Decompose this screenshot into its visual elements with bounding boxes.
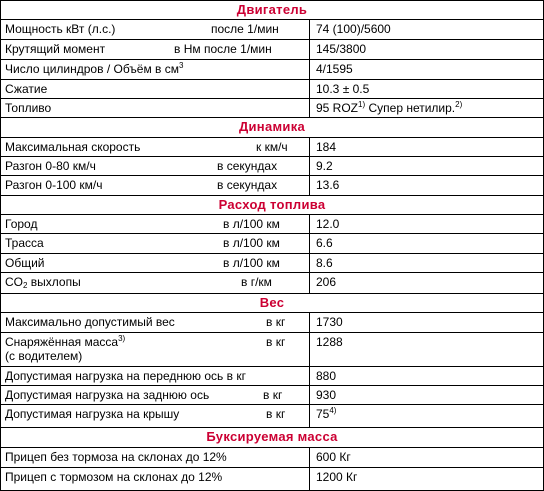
- table-row-compression: [1, 80, 543, 99]
- city-label: Город: [5, 217, 38, 231]
- max-weight-unit: в кг: [266, 315, 286, 329]
- curb-weight-label-wrap: [5, 335, 125, 349]
- accel-100-unit: в секундах: [217, 178, 278, 192]
- front-axle-value: 880: [316, 369, 337, 383]
- unbraked-label: Прицеп без тормоза на склонах до 12%: [5, 450, 227, 464]
- section-consumption-title-text: Расход топлива: [218, 197, 326, 212]
- accel-100-label: Разгон 0-100 км/ч: [5, 178, 103, 192]
- rear-axle-unit: в кг: [263, 388, 283, 402]
- power-value: 74 (100)/5600: [316, 22, 391, 36]
- city-value: 12.0: [316, 217, 340, 231]
- accel-100-value: 13.6: [316, 178, 340, 192]
- co2-label-post: выхлопы: [27, 275, 81, 289]
- city-unit: в л/100 км: [223, 217, 280, 231]
- fuel-value-sup1: 1): [358, 100, 366, 109]
- roof-value: 75: [316, 407, 330, 421]
- label-cell: [1, 99, 310, 117]
- table-row-city: [1, 215, 543, 234]
- power-label: Мощность кВт (л.с.): [5, 22, 116, 36]
- label-cell: [1, 215, 310, 233]
- rear-axle-value: 930: [316, 388, 337, 402]
- max-weight-label: Максимально допустимый вес: [5, 315, 175, 329]
- compression-value: 10.3 ± 0.5: [316, 82, 370, 96]
- cylinders-label-sup: 3: [179, 61, 184, 70]
- combined-value: 8.6: [316, 256, 333, 270]
- roof-unit: в кг: [266, 407, 286, 421]
- compression-label: Сжатие: [5, 82, 48, 96]
- label-cell: [1, 254, 310, 272]
- curb-weight-value: 1288: [316, 335, 343, 349]
- table-row-max-weight: [1, 313, 543, 333]
- power-unit: после 1/мин: [211, 22, 279, 36]
- fuel-value: 95 ROZ: [316, 101, 359, 115]
- co2-label-pre: CO: [5, 275, 23, 289]
- rear-axle-label: Допустимая нагрузка на заднюю ось: [5, 388, 210, 402]
- top-speed-value: 184: [316, 140, 337, 154]
- braked-value: 1200 Кг: [316, 470, 358, 484]
- torque-value: 145/3800: [316, 42, 367, 56]
- accel-80-value: 9.2: [316, 159, 333, 173]
- curb-weight-label-line2: (с водителем): [5, 349, 83, 363]
- fuel-value-rest: Супер нетилир.: [365, 101, 456, 115]
- table-row-roof: [1, 405, 543, 428]
- max-weight-value: 1730: [316, 315, 343, 329]
- top-speed-label: Максимальная скорость: [5, 140, 141, 154]
- label-cell: [1, 80, 310, 98]
- fuel-value-wrap: [316, 101, 462, 115]
- label-cell: [1, 176, 310, 195]
- accel-80-unit: в секундах: [217, 159, 278, 173]
- curb-weight-label: Снаряжённая масса: [5, 335, 119, 349]
- torque-label: Крутящий момент: [5, 42, 106, 56]
- table-row-power: [1, 20, 543, 40]
- top-speed-unit: к км/ч: [256, 140, 288, 154]
- label-cell: [1, 273, 310, 293]
- label-cell: [1, 367, 310, 385]
- co2-label-wrap: [5, 275, 81, 289]
- label-cell: [1, 386, 310, 404]
- curb-weight-unit: в кг: [266, 335, 286, 349]
- roof-value-wrap: [316, 407, 336, 421]
- label-cell: [1, 313, 310, 332]
- table-row-unbraked: [1, 448, 543, 468]
- label-cell: [1, 234, 310, 253]
- combined-label: Общий: [5, 256, 45, 270]
- table-row-braked: [1, 468, 543, 490]
- table-row-co2: [1, 273, 543, 294]
- co2-label-sub: 2: [23, 281, 28, 290]
- table-row-cylinders: [1, 60, 543, 80]
- label-cell: [1, 405, 310, 427]
- highway-value: 6.6: [316, 236, 333, 250]
- section-towing-title-text: Буксируемая масса: [206, 429, 338, 444]
- cylinders-label-wrap: [5, 62, 183, 76]
- table-row-highway: [1, 234, 543, 254]
- front-axle-label: Допустимая нагрузка на переднюю ось в кг: [5, 369, 246, 383]
- table-row-fuel: [1, 99, 543, 118]
- section-weight-title: [1, 294, 543, 313]
- label-cell: [1, 468, 310, 490]
- table-row-combined: [1, 254, 543, 273]
- section-engine-title-text: Двигатель: [236, 2, 308, 17]
- unbraked-value: 600 Кг: [316, 450, 351, 464]
- table-row-rear-axle: [1, 386, 543, 405]
- label-cell: [1, 138, 310, 156]
- label-cell: [1, 333, 310, 366]
- table-row-accel-100: [1, 176, 543, 196]
- highway-label: Трасса: [5, 236, 44, 250]
- accel-80-label: Разгон 0-80 км/ч: [5, 159, 96, 173]
- braked-label: Прицеп с тормозом на склонах до 12%: [5, 470, 223, 484]
- section-consumption-title: [1, 196, 543, 215]
- table-row-top-speed: [1, 138, 543, 157]
- section-towing-title: [1, 428, 543, 448]
- label-cell: [1, 20, 310, 39]
- fuel-value-sup2: 2): [455, 100, 463, 109]
- table-row-accel-80: [1, 157, 543, 176]
- torque-unit: в Нм после 1/мин: [174, 42, 272, 56]
- table-row-torque: [1, 40, 543, 60]
- section-engine-title: [1, 1, 543, 20]
- section-weight-title-text: Вес: [259, 295, 285, 310]
- co2-unit: в г/км: [241, 275, 272, 289]
- table-row-front-axle: [1, 367, 543, 386]
- label-cell: [1, 157, 310, 175]
- highway-unit: в л/100 км: [223, 236, 280, 250]
- section-dynamics-title: [1, 118, 543, 138]
- co2-value: 206: [316, 275, 337, 289]
- combined-unit: в л/100 км: [223, 256, 280, 270]
- label-cell: [1, 448, 310, 467]
- section-dynamics-title-text: Динамика: [238, 119, 306, 134]
- roof-label: Допустимая нагрузка на крышу: [5, 407, 180, 421]
- fuel-label: Топливо: [5, 101, 52, 115]
- roof-value-sup: 4): [329, 406, 337, 415]
- table-row-curb-weight: [1, 333, 543, 367]
- label-cell: [1, 60, 310, 79]
- curb-weight-label-sup: 3): [118, 334, 126, 343]
- cylinders-label: Число цилиндров / Объём в см: [5, 62, 180, 76]
- cylinders-value: 4/1595: [316, 62, 353, 76]
- label-cell: [1, 40, 310, 59]
